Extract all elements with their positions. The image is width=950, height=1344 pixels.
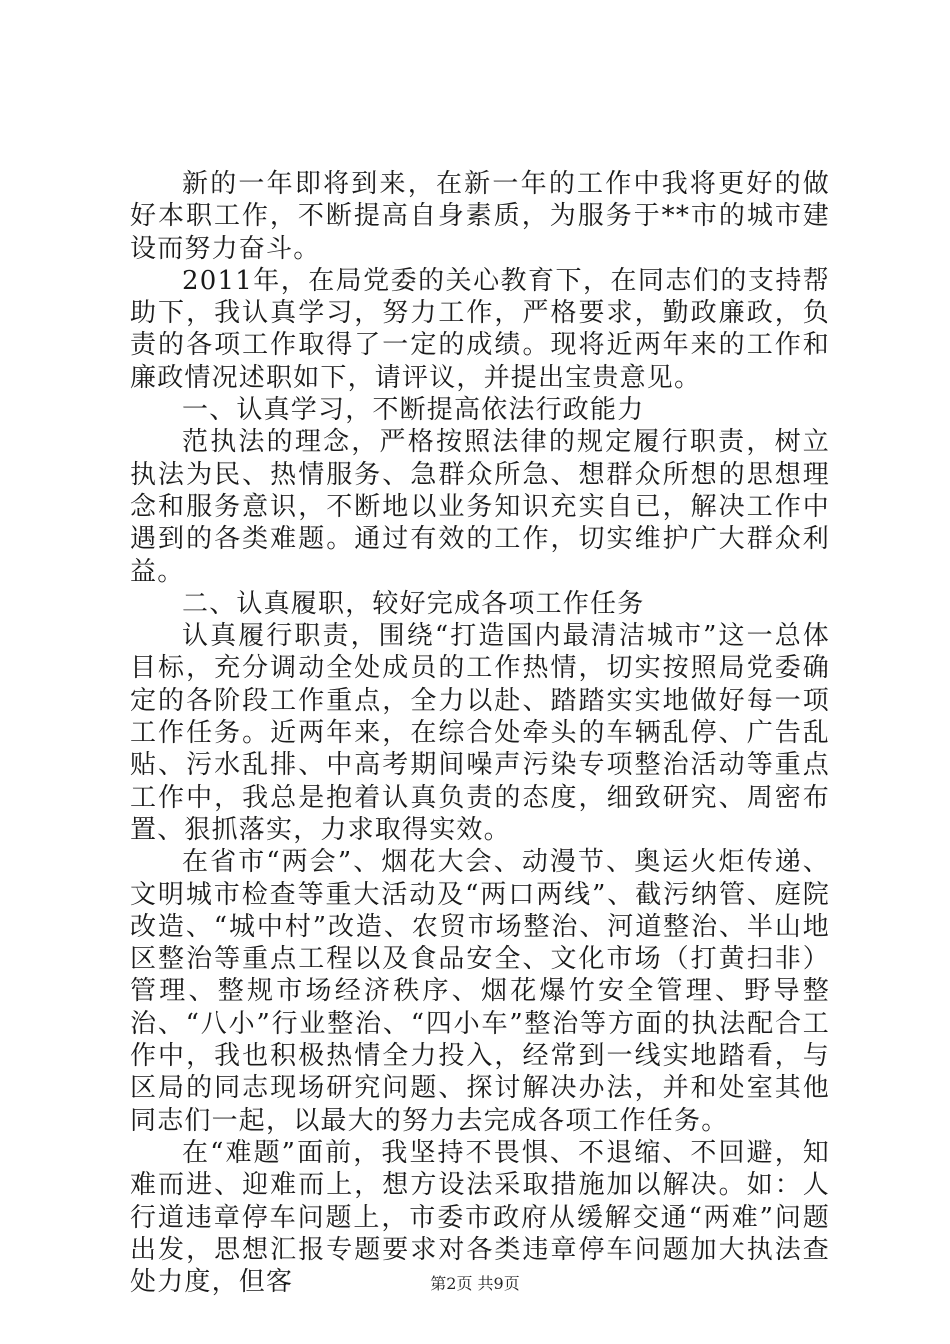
paragraph: 在省市“两会”、烟花大会、动漫节、奥运火炬传递、文明城市检查等重大活动及“两口两线”、截污纳管、庭院改造、“城中村”改造、农贸市场整治、河道整治、半山地区整治等重点工程以及食品安全、文化市场（打黄扫非）管理、整规市场经济秩序、烟花爆竹安全管理、野导整治、“八小”行业整治、“四小车”整治等方面的执法配合工作中，我也积极热情全力投入，经常到一线实地踏看，与区局的同志现场研究问题、探讨解决办法，并和处室其他同志们一起，以最大的努力去完成各项工作任务。 xyxy=(130,847,830,1136)
paragraph: 范执法的理念，严格按照法律的规定履行职责，树立执法为民、热情服务、急群众所急、想群众所想的思想理念和服务意识，不断地以业务知识充实自已，解决工作中遇到的各类难题。通过有效的工作，切实维护广大群众利益。 xyxy=(130,427,830,587)
page-number-footer: 第2页 共9页 xyxy=(430,1274,520,1293)
document-body xyxy=(130,168,830,1298)
paragraph: 在“难题”面前，我坚持不畏惧、不退缩、不回避，知难而进、迎难而上，想方设法采取措施加以解决。如：人行道违章停车问题上，市委市政府从缓解交通“两难”问题出发，思想汇报专题要求对各类违章停车问题加大执法查处力度，但客 xyxy=(130,1137,830,1298)
section-heading: 一、认真学习，不断提高依法行政能力 xyxy=(182,395,645,426)
paragraph: 认真履行职责，围绕“打造国内最清洁城市”这一总体目标，充分调动全处成员的工作热情，切实按照局党委确定的各阶段工作重点，全力以赴、踏踏实实地做好每一项工作任务。近两年来，在综合处牵头的车辆乱停、广告乱贴、污水乱排、中高考期间噪声污染专项整治活动等重点工作中，我总是抱着认真负责的态度，细致研究、周密布置、狠抓落实，力求取得实效。 xyxy=(130,621,830,845)
paragraph: 新的一年即将到来，在新一年的工作中我将更好的做好本职工作，不断提高自身素质，为服务于**市的城市建设而努力奋斗。 xyxy=(130,169,830,264)
section-heading: 二、认真履职，较好完成各项工作任务 xyxy=(182,588,645,619)
paragraph: 2011年，在局党委的关心教育下，在同志们的支持帮助下，我认真学习，努力工作，严格要求，勤政廉政，负责的各项工作取得了一定的成绩。现将近两年来的工作和廉政情况述职如下，请评议，并提出宝贵意见。 xyxy=(130,265,830,393)
